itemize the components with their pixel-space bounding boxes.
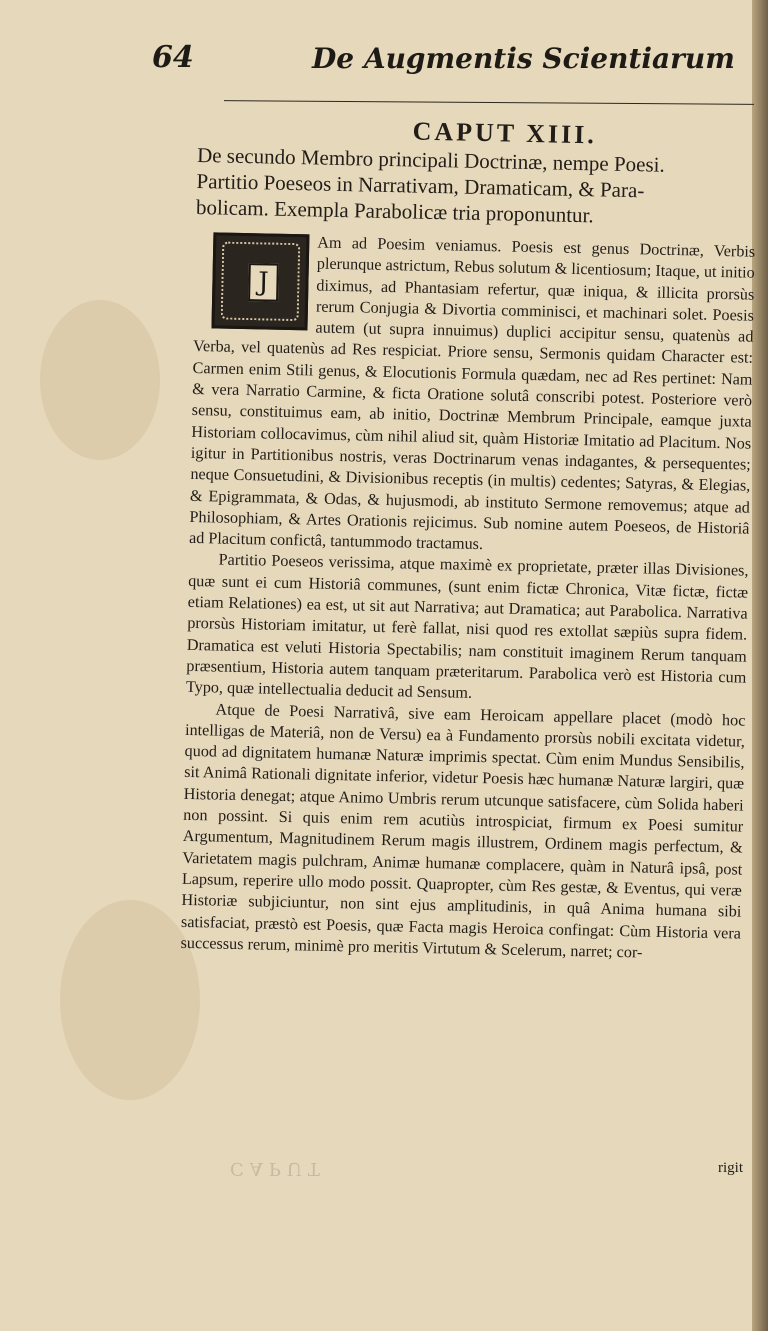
summary-line: Partitio Poeseos in Narrativam, Dramaticam, & Para-	[196, 168, 645, 203]
paragraph: Am ad Poesim veniamus. Poesis est genus Doctrinæ, Verbis plerunque astrictum, Rebus solutum & licentiosum; Itaque, ut initio diximus, ad Phantasiam refertur, quæ iniqua, & illicita prorsùs rerum Conjugia & Divortia comminisci, et machinari solet. Poesis autem (ut supra innuimus) duplici accipitur sensu, quatenùs ad Verba, vel quatenùs ad Res respiciat. Priore sensu, Sermonis quidam Character est: Carmen enim Stili genus, & Elocutionis Formula quædam, nec ad Res pertinet: Nam & vera Narratio Carmine, & ficta Oratione solutâ conscribi potest. Posteriore verò sensu, constituimus eam, ab initio, Doctrinæ Membrum Principale, eamque juxta Historiam collocavimus, cùm nihil aliud sit, quàm Historiæ Imitatio ad Placitum. Nos igitur in Partitionibus nostris, veras Doctrinarum venas indagantes, & persequentes; neque Consuetudini, & Divisionibus receptis (in multis) cedentes; Satyras, & Elegias, & Epigrammata, & Odas, & hujusmodi, ab instituto Sermone removemus; atque ad Philosophiam, & Artes Orationis rejicimus. Sub nomine autem Poeseos, de Historiâ ad Placitum confictâ, tantummodo tractamus.	[188, 233, 756, 554]
chapter-summary	[196, 142, 758, 232]
show-through-mark: CAPUT	[230, 1158, 326, 1179]
paragraph: Partitio Poeseos verissima, atque maximè ex proprietate, præter illas Divisiones, quæ sunt ei cum Historiâ communes, (sunt enim fictæ Chronica, Vitæ fictæ, fictæ etiam Relationes) ea est, ut sit aut Narrativa; aut Dramatica; aut Parabolica. Narrativa prorsùs Historiam imitatur, ut ferè fallat, nisi quod res extollat sæpiùs supra fidem. Dramatica est veluti Historia Spectabilis; nam constituit imaginem Rerum tanquam præsentium, Historia autem tanquam præteritarum. Parabolica verò est Historia cum Typo, quæ intellectualia deducit ad Sensum.	[185, 550, 749, 703]
summary-line: bolicam. Exempla Parabolicæ tria proponuntur.	[195, 194, 594, 228]
catchword: rigit	[718, 1160, 743, 1176]
text-block	[180, 112, 758, 966]
page-number: 64	[152, 40, 194, 75]
paper-stain	[40, 300, 160, 460]
ornamental-initial-icon	[211, 232, 309, 330]
chapter-heading: CAPUT XIII.	[412, 116, 598, 150]
opening-paragraph-wrapper	[189, 230, 756, 561]
header-rule	[224, 100, 754, 105]
drop-cap-letter: J	[248, 263, 279, 302]
running-title: De Augmentis Scientiarum	[312, 42, 735, 75]
summary-line: De secundo Membro principali Doctrinæ, nempe Poesi.	[196, 142, 665, 177]
paper-stain	[60, 900, 200, 1100]
page-header	[152, 40, 735, 84]
paragraph: Atque de Poesi Narrativâ, sive eam Heroicam appellare placet (modò hoc intelligas de Materiâ, non de Versu) ea à Fundamento prorsùs nobili excitata videtur, quod ad dignitatem humanæ Naturæ imprimis spectat. Cùm enim Mundus Sensibilis, sit Animâ Rationali dignitate inferior, videtur Poesis hæc humanæ Naturæ largiri, quæ Historia denegat; atque Animo Umbris rerum utcunque satisfacere, cùm Solida haberi non possint. Si quis enim rem acutiùs introspiciat, firmum ex Poesi sumitur Argumentum, Magnitudinem Rerum magis illustrem, Ordinem magis perfectum, & Varietatem magis pulchram, Animæ humanæ complacere, quàm in Naturâ ipsâ, post Lapsum, reperire ullo modo possit. Quapropter, cùm Res gestæ, & Eventus, qui veræ Historiæ subjiciuntur, non sint ejus amplitudinis, in quâ Anima humana sibi satisfaciat, præstò est Poesis, quæ Facta magis Heroica confingat: Cùm Historia vera successus rerum, minimè pro meritis Virtutum & Scelerum, narret; cor-	[180, 700, 746, 962]
